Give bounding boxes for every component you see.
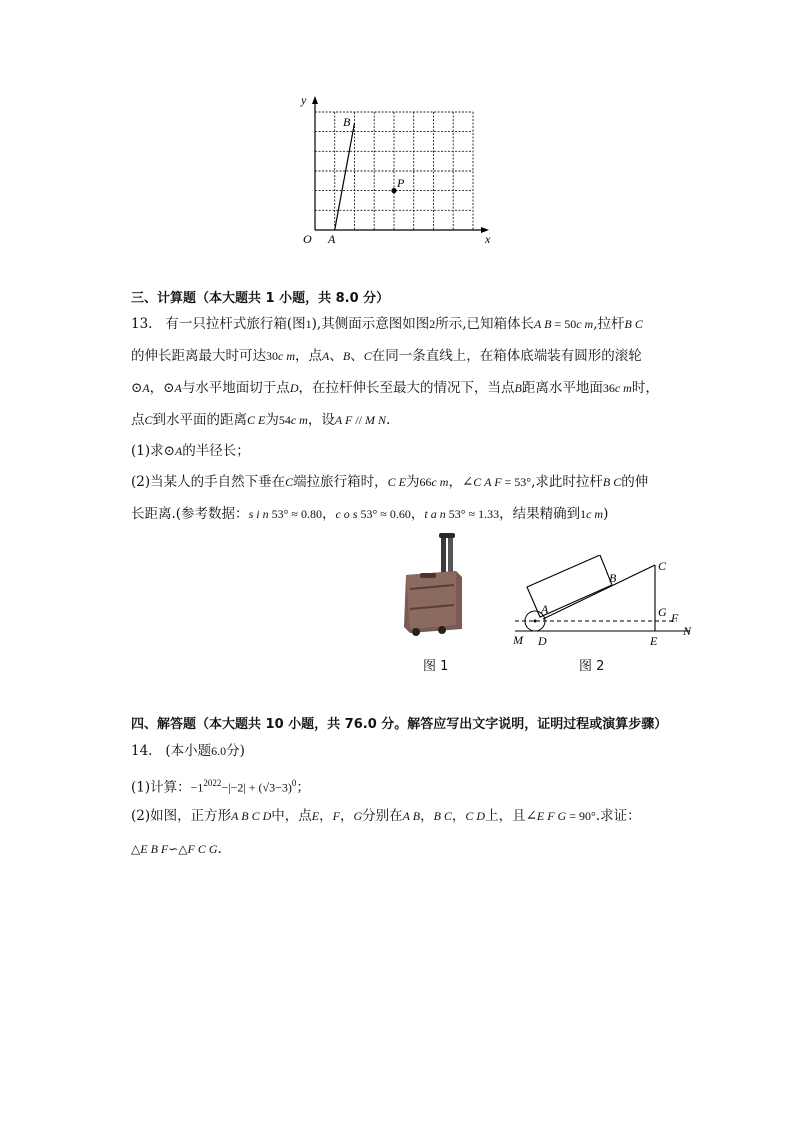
q13-math: A [142,381,150,395]
q13-text: ， [321,506,336,522]
q13-text: 的半径长； [182,443,250,459]
q13-math: B C [624,317,643,331]
q14-math: −3) [275,780,292,795]
q13-text: 为 [405,474,420,490]
label-g: G [658,605,667,619]
q13-unit: c m [586,507,604,521]
q13-text: 到水平面的距离 [152,412,248,428]
q14-math: A B C D [231,809,272,823]
q14-text: ； [296,779,310,796]
q14-text: (本小题 [165,743,212,759]
q14-exponent: 0 [291,778,297,788]
label-p: P [397,176,405,190]
q13-math: D [289,381,299,395]
q13-math: B [342,349,351,363]
q13-math: t a n [424,507,446,521]
label-o: O [303,232,312,246]
q13-text: ,拉杆 [593,316,625,332]
label-b: B [609,571,617,585]
q13-text: 为 [265,412,279,428]
q13-part-1 [131,440,250,462]
q13-unit: c m [614,381,632,395]
q13-text: 所示,已知箱体长 [435,316,534,332]
q13-part-2-line-1 [131,471,648,493]
q14-math: −|−2| + ( [221,780,263,795]
q13-unit: c m [431,475,449,489]
q14-text: ， [339,808,354,824]
triangle-symbol: △ [131,842,141,856]
q13-math: C E [387,475,406,489]
q13-math: 66 [419,475,432,489]
q14-math: = 90° [566,809,596,823]
section-3-heading: 三、计算题（本大题共 1 小题，共 8.0 分） [131,291,390,306]
q14-text: 分别在 [362,808,403,824]
q14-title [131,740,245,762]
suitcase-handle-rod [448,537,453,577]
suitcase-handle-rod [441,535,446,575]
q14-text: (2)如图，正方形 [131,808,232,824]
q13-text: ，在拉杆伸长至最大的情况下，当点 [298,380,515,396]
q13-text: 距离水平地面 [521,380,603,396]
q13-number: 13. [131,316,153,332]
q13-unit: c m [576,317,594,331]
q13-text: 的伸 [621,474,649,490]
q14-math: E [311,809,320,823]
similar-symbol: ∽ [168,842,179,856]
q13-math: A [322,349,330,363]
q13-math: s i n [248,507,269,521]
q14-math: B C [433,809,452,823]
q13-text: 与水平地面切于点 [181,380,290,396]
triangle-symbol: △ [178,842,188,856]
q14-math: F [332,809,340,823]
q13-line-1 [131,313,643,335]
q14-math: G [353,809,363,823]
q14-number: 14. [131,743,153,759]
label-a: A [328,232,336,246]
q13-math: C [285,475,294,489]
q14-text: (1)计算： [131,779,191,796]
q14-math: E B F [140,842,169,856]
q13-line-2 [131,345,642,367]
q14-text: . [217,841,222,857]
q13-text: ,求此时拉杆 [531,474,603,490]
grid-lines [315,112,473,230]
q13-text: ，设 [307,412,335,428]
figure-2-caption: 图 2 [579,659,605,674]
suitcase-wheel [438,626,446,634]
q13-text: 的伸长距离最大时可达 [131,348,266,364]
q13-text: 有一只拉杆式旅行箱(图 [165,316,306,332]
q14-math: C D [465,809,486,823]
q14-text: 上，且∠ [485,808,537,824]
q13-text: (1)求⊙ [131,443,175,459]
q13-text: ，结果精确到 [499,506,581,522]
q13-math: = 53° [501,475,532,489]
q13-math: 53° ≈ 0.80 [268,507,322,521]
suitcase-handle-grip [439,533,455,538]
q13-text: 点 [131,412,145,428]
q13-text: ) [603,506,609,522]
suitcase-wheel [412,628,420,636]
label-y: y [301,93,307,107]
segment-ab [335,123,355,230]
q13-text: 、 [350,348,364,364]
q13-fig-ref: 2 [429,317,436,331]
label-e: E [650,634,658,647]
q14-text: .求证： [595,808,641,824]
q14-points: 6.0 [211,744,227,758]
q13-math: 53° ≈ 1.33 [445,507,500,521]
label-m: M [513,633,523,647]
q14-math: E F G [536,809,567,823]
q13-text: . [385,412,391,428]
q13-text: 端拉旅行箱时， [293,474,388,490]
y-axis-arrow [312,96,318,104]
q13-text: ， [410,506,425,522]
q13-math: // [352,413,365,427]
label-n: N [683,624,692,638]
suitcase-image [398,533,470,637]
q13-math: B C [602,475,622,489]
label-b: B [343,115,351,129]
q13-math: M N [364,413,386,427]
q13-math: 36 [602,381,615,395]
center-a [534,620,537,623]
q14-text: ， [319,808,333,824]
q14-math: F C G [187,842,218,856]
label-c: C [658,559,667,573]
q13-math: 54 [278,413,291,427]
q14-exponent: 2022 [203,778,222,788]
q13-text: ， [149,380,164,396]
q13-math: 53° ≈ 0.60 [357,507,411,521]
q13-text: (2)当某人的手自然下垂在 [131,474,286,490]
q13-math: B [514,381,522,395]
section-4-heading: 四、解答题（本大题共 10 小题，共 76.0 分。解答应写出文字说明，证明过程或演算步骤） [131,717,668,732]
q13-fig-ref: 1 [305,317,312,331]
q14-math: √3 [262,780,276,795]
suitcase-top-handle [420,573,436,578]
q13-unit: c m [278,349,295,363]
label-d: D [538,634,547,647]
q14-math: A B [402,809,421,823]
q13-unit: c m [290,413,308,427]
q13-text: 长距离.(参考数据： [131,506,249,522]
figure-2-diagram [505,555,705,647]
label-f: F [671,611,679,625]
q13-math: A [174,381,182,395]
circle-symbol: ⊙ [131,380,143,396]
q13-math: A [174,444,183,458]
q14-text: 分) [226,743,245,759]
q13-line-3 [131,377,659,399]
label-a: A [541,602,549,616]
circle-symbol: ⊙ [163,380,175,396]
q14-part-2-line-2 [131,838,222,860]
point-p [391,188,396,193]
figure-1-caption: 图 1 [423,659,449,674]
q13-math: A F [334,413,353,427]
q13-math: 30 [266,349,278,363]
suitcase-front [406,571,456,629]
q13-math: C E [247,413,266,427]
label-x: x [485,232,491,246]
q14-part-1 [131,772,310,799]
q13-text: ，∠ [448,474,474,490]
q13-math: c o s [335,507,358,521]
q14-text: 中，点 [271,808,312,824]
q13-text: ),其侧面示意图如图 [311,316,430,332]
q13-math: C A F [473,475,502,489]
q13-text: 、 [329,348,343,364]
q13-math: C [144,413,153,427]
q13-math: 1 [580,507,587,521]
suitcase-box [527,555,612,617]
q14-text: ， [451,808,466,824]
q13-math: A B [534,317,552,331]
grid-figure [295,90,500,250]
q13-math: = 50 [551,317,577,331]
q13-text: 时， [631,380,659,396]
q14-text: ， [420,808,434,824]
q13-text: ，点 [295,348,322,364]
q13-text: 在同一条直线上，在箱体底端装有圆形的滚轮 [371,348,642,364]
q14-math: −1 [190,780,204,795]
q13-line-4 [131,409,390,431]
q14-part-2-line-1 [131,805,641,827]
q13-part-2-line-2 [131,503,608,525]
q13-math: C [363,349,372,363]
